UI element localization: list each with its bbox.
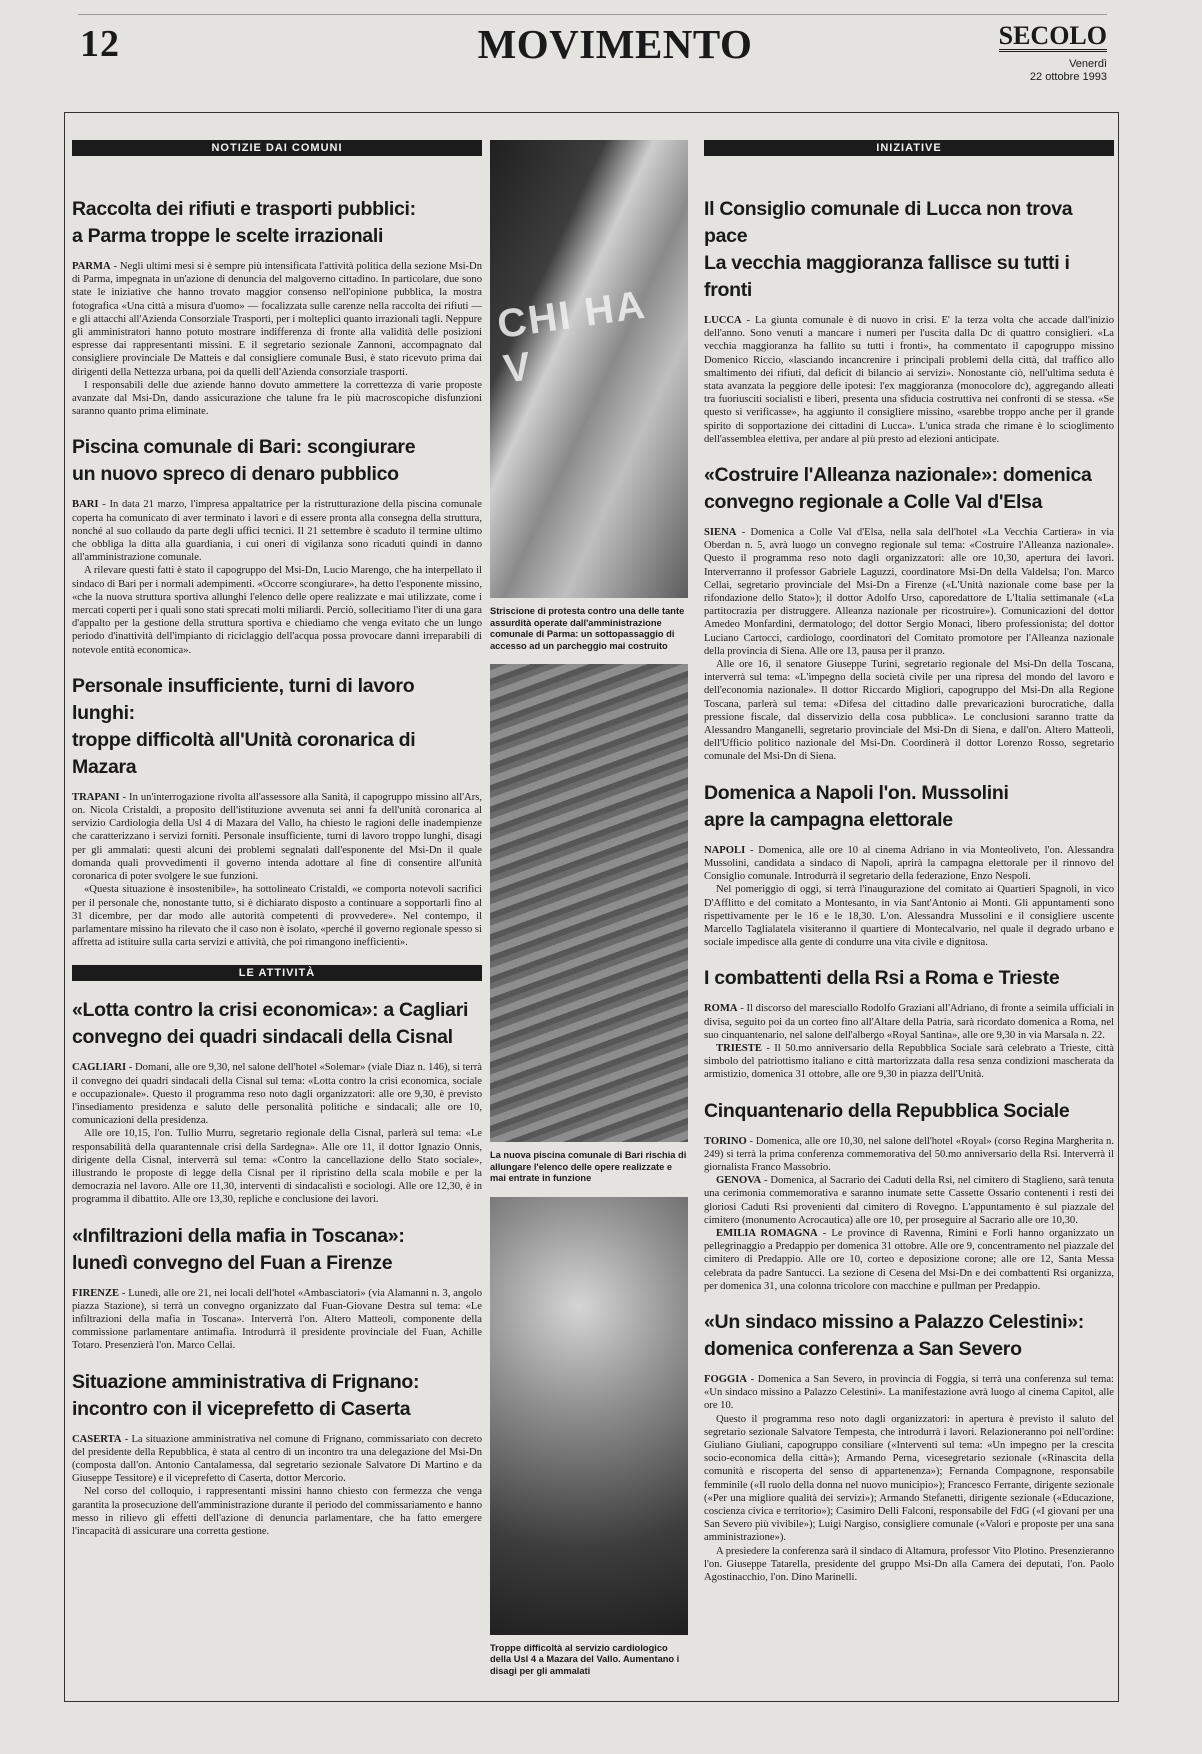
article-headline: Domenica a Napoli l'on. Mussolini apre la campagna elettorale xyxy=(704,781,1009,831)
article-trapani xyxy=(72,673,482,949)
article-body: Questo il programma reso noto dagli organizzatori: in apertura è previsto il saluto del segretario sezionale Salvatore Tempesta, che introdurrà i lavori. Relazioneranno poi nell'ordine: Giuliano Giuliani, capogruppo consiliare («Interventi sul tema: «Un impegno per la crescita socio-economica della città»); Armando Perna, vicesegretario sezionale («Rinascita della comunità e riscoperta del senso di appartenenza»); Fernanda Compagnone, responsabile femminile («Il ruolo della donna nel nuovo municipio»); Francesco Ferrante, dirigente sezionale («Per una migliore qualità dei servizi»); Armando Stefanetti, dirigente sezionale («Educazione, coscienza civica e territorio»); Casimiro Delli Falconi, responsabile del FdG («I giovani per una San Severo più vivibile»); Luigi Nargiso, consigliere comunale («Valori e proposte per una sana amministrazione»). xyxy=(704,1413,1114,1544)
article-body: ROMA - Il discorso del maresciallo Rodolfo Graziani all'Adriano, di fronte a seimila ufficiali in divisa, seguito poi da un corteo fino all'Altare della Patria, sarà ricordato domenica a Roma, nel suo cinquantenario, nel salone dell'albergo «Royal Santina», alle ore 9,30 in via Marsala n. 22. xyxy=(704,1003,1114,1041)
article-cagliari xyxy=(72,997,482,1206)
article-body: TORINO - Domenica, alle ore 10,30, nel salone dell'hotel «Royal» (corso Regina Margherita n. 249) si terrà la prima conferenza commemorativa del 50.mo anniversario della Rsi. Interverrà il giornalista Franco Massobrio. xyxy=(704,1135,1114,1173)
article-headline: Piscina comunale di Bari: scongiurare un nuovo spreco di denaro pubblico xyxy=(72,436,416,486)
article-siena xyxy=(704,462,1114,764)
banner-lettering: CHI HA V xyxy=(494,282,648,392)
article-headline: Raccolta dei rifiuti e trasporti pubblici: a Parma troppe le scelte irrazionali xyxy=(72,198,416,247)
photo-protest-banner xyxy=(490,140,688,598)
article-body: FIRENZE - Lunedì, alle ore 21, nei locali dell'hotel «Ambasciatori» (via Alamanni n. 3, angolo piazza Stazione), si terrà un convegno organizzato dal Fuan-Giovane Destra sul tema: «Le infiltrazioni della mafia in Toscana». Interverrà l'on. Altero Matteoli, componente della commissione parlamentare antimafia. Introdurrà il presidente provinciale del Fuan, Achille Totaro. Presenzierà l'on. Marco Cellai. xyxy=(72,1287,482,1352)
right-column xyxy=(704,140,1114,1600)
article-body: LUCCA - La giunta comunale è di nuovo in crisi. E' la terza volta che accade dall'inizio dell'anno. Sono venuti a mancare i numeri per l'uscita dalla Dc di quattro consiglieri. «La vecchia maggioranza ha fallito su tutti i fronti», ha commentato il capogruppo missino Domenico Riccio, «lasciando incancrenire i principali problemi della città, dal traffico allo smaltimento dei rifiuti, dal deficit di bilancio ai servizi». Nonostante ciò, nell'ultima seduta è stata avanzata la peggiore delle ipotesi: l'ex maggioranza (monocolore dc), aggregando alleati tra fuoriusciti socialisti e liberi, presenta una sfiducia costruttiva nei confronti di se stessa. «Se questo si verificasse», ha aggiunto il consigliere missino, «sarebbe troppo anche per il grande spirito di sopportazione dei cittadini di Lucca». L'unica strada che rimane è lo scioglimento dell'assemblea elettiva, per andare al più presto ad elezioni anticipate. xyxy=(704,315,1114,445)
page-number: 12 xyxy=(80,23,120,65)
photo-cardiology-ward xyxy=(490,1197,688,1635)
article-body: Nel corso del colloquio, i rappresentanti missini hanno chiesto con fermezza che venga garantita la prosecuzione dell'amministrazione durante il periodo del commissariamento e hanno messo in rilievo gli effetti dell'azione di denuncia parlamentare, che ha fatto emergere l'incapacità di assicurare una corretta gestione. xyxy=(72,1486,482,1537)
article-body: CASERTA - La situazione amministrativa nel comune di Frignano, commissariato con decreto del presidente della Repubblica, è stata al centro di un incontro tra una delegazione del Msi-Dn (composta dall'on. Antonio Cantalamessa, dal segretario sezionale Salvatore Di Martino e da Giuseppe Tessitore) e il viceprefetto di Caserta, dottor Mercorio. xyxy=(72,1433,482,1485)
section-bar-attivita: LE ATTIVITÀ xyxy=(72,965,482,981)
header-rule xyxy=(78,14,1107,15)
issue-weekday: Venerdì xyxy=(1069,58,1107,71)
photo-swimming-pool xyxy=(490,664,688,1142)
article-lucca xyxy=(704,196,1114,446)
article-headline: «Costruire l'Alleanza nazionale»: domenica convegno regionale a Colle Val d'Elsa xyxy=(704,464,1092,514)
article-headline: Personale insufficiente, turni di lavoro lunghi: troppe difficoltà all'Unità coronarica di Mazara xyxy=(72,674,416,778)
article-cinquantenario xyxy=(704,1098,1114,1293)
section-bar-notizie: NOTIZIE DAI COMUNI xyxy=(72,140,482,156)
article-napoli xyxy=(704,780,1114,950)
article-body: TRIESTE - Il 50.mo anniversario della Repubblica Sociale sarà celebrato a Trieste, città simbolo del patriottismo italiano e città martorizzata dalla resa senza condizioni mascherata da armistizio, domenica 31 ottobre, alle ore 9,30 in piazza dell'Unità. xyxy=(704,1042,1114,1081)
article-headline: Cinquantenario della Repubblica Sociale xyxy=(704,1099,1070,1122)
article-headline: «Infiltrazioni della mafia in Toscana»: lunedì convegno del Fuan a Firenze xyxy=(72,1224,405,1274)
article-foggia xyxy=(704,1309,1114,1584)
article-headline: I combattenti della Rsi a Roma e Trieste xyxy=(704,967,1060,990)
article-body: EMILIA ROMAGNA - Le province di Ravenna, Rimini e Forlì hanno organizzato un pellegrinaggio a Predappio per domenica 31 ottobre. Alle ore 9, concentramento nel piazzale del cimitero di Predappio. Alle ore 10, corteo e deposizione corone; alle ore 12, Santa Messa celebrata da padre Santucci. La sezione di Cesena del Msi-Dn e dei combattenti Rsi organizza, per domenica 31, una colonna tricolore con macchine e pullman per Predappio. xyxy=(704,1227,1114,1292)
photo-caption: La nuova piscina comunale di Bari rischia di allungare l'elenco delle opere realizzate e mai entrate in funzione xyxy=(490,1150,687,1183)
article-body: A presiedere la conferenza sarà il sindaco di Altamura, professor Vito Plotino. Presenzieranno l'on. Giuseppe Tatarella, presidente del gruppo Msi-Dn alla Camera dei deputati, l'on. Paolo Agostinacchio, l'on. Dino Marinelli. xyxy=(704,1545,1114,1584)
left-column xyxy=(72,140,482,1554)
article-body: A rilevare questi fatti è stato il capogruppo del Msi-Dn, Lucio Marengo, che ha interpellato il sindaco di Bari per i normali adempimenti. «Occorre scongiurare», ha detto l'esponente missino, «che la nuova struttura sportiva allunghi l'elenco delle opere realizzate e mai utilizzate, come i mercati coperti per i quali sono stati sprecati molti miliardi. Perciò, sollecitiamo l'iter di una gara d'appalto per la gestione della struttura sportiva e chiediamo che venga evitato che un lungo periodo d'inattività dell'impianto di riciclaggio dell'acqua possa provocare danni irreparabili di notevole entità economica». xyxy=(72,565,482,656)
masthead xyxy=(987,22,1107,85)
article-headline: «Lotta contro la crisi economica»: a Cagliari convegno dei quadri sindacali della Cisnal xyxy=(72,999,469,1049)
article-headline: «Un sindaco missino a Palazzo Celestini»: domenica conferenza a San Severo xyxy=(704,1310,1084,1360)
article-rsi-roma-trieste xyxy=(704,965,1114,1081)
article-body: PARMA - Negli ultimi mesi si è sempre più intensificata l'attività politica della sezione Msi-Dn di Parma, impegnata in un'azione di denuncia del malgoverno cittadino. In particolare, due sono state le iniziative che hanno trovato maggior consenso nell'opinione pubblica, la mostra fotografica «Una città a misura d'uomo» — focalizzata sulle carenze nella raccolta dei rifiuti — e gli attacchi all'Azienda Consorziale Trasporti, per i molteplici quanto irrazionali tagli. Neppure gli amministratori hanno potuto mostrare indifferenza di fronte alla validità delle posizioni espresse dai rappresentanti missini. E il segretario sezionale Zannoni, accompagnato dal consigliere provinciale De Matteis e dal consigliere comunale Busi, è stato ricevuto prima dai dirigenti della Nettezza urbana, poi da quelli dell'Azienda consorziale trasporti. xyxy=(72,261,482,378)
section-title: MOVIMENTO xyxy=(477,21,753,67)
article-body: TRAPANI - In un'interrogazione rivolta all'assessore alla Sanità, il capogruppo missino all'Ars, on. Nicola Cristaldi, a proposito dell'istituzione avvenuta sei anni fa dell'unità coronarica al servizio Cardiologia della Usl 4 di Mazara del Vallo, ha chiesto le ragioni delle inadempienze che caratterizzano i servizi forniti. Personale insufficiente, turni di lavoro troppo lunghi, disagi per gli ammalati: questi alcuni dei problemi segnalati dall'esponente del Msi-Dn il quale domanda quali provvedimenti il governo intenda adottare al fine di consentire all'unità coronarica di poter svolgere le sue funzioni. xyxy=(72,791,482,883)
article-body: Nel pomeriggio di oggi, si terrà l'inaugurazione del comitato ai Quartieri Spagnoli, in vico D'Afflitto e del comitato a Montesanto, in via Sant'Antonio ai Monti. Gli appuntamenti sono rispettivamente per le 16 e le 18,30. L'on. Alessandra Mussolini e il consigliere uscente Marcello Taglialatela visiteranno il quartiere di Montecalvario, nel quale il degrado urbano e sociale impedisce alla gente di condurre una vita civile e dignitosa. xyxy=(704,884,1114,949)
article-parma xyxy=(72,196,482,418)
article-body: GENOVA - Domenica, al Sacrario dei Caduti della Rsi, nel cimitero di Staglieno, sarà tenuta una cerimonia commemorativa e saranno inumate sette Cassette Ossario contenenti i resti dei gloriosi Caduti Rsi provenienti dal cimitero di Rovegno. L'appuntamento è sul piazzale del cimitero (monumento Acrocautica) alle ore 10, per proseguire al Sacrario alle ore 10,30. xyxy=(704,1175,1114,1226)
article-headline: Situazione amministrativa di Frignano: incontro con il viceprefetto di Caserta xyxy=(72,1370,420,1420)
article-bari xyxy=(72,434,482,656)
section-bar-iniziative: INIZIATIVE xyxy=(704,140,1114,156)
photo-column xyxy=(490,140,688,1689)
article-body: I responsabili delle due aziende hanno dovuto ammettere la correttezza di varie proposte avanzate dal Msi-Dn, dando assicurazione che talune fra le più macroscopiche disfunzioni saranno quanto prima eliminate. xyxy=(72,379,482,418)
brand-logo: SECOLO xyxy=(999,22,1107,52)
article-body: SIENA - Domenica a Colle Val d'Elsa, nella sala dell'hotel «La Vecchia Cartiera» in via Oberdan n. 5, avrà luogo un convegno regionale sul tema: «Costruire l'Alleanza nazionale». Questo il programma reso noto dagli organizzatori: alle ore 10,30, apertura dei lavori. Interverranno il professor Gabriele Laguzzi, coordinatore Msi-Dn della Valdelsa; l'on. Marco Cellai, segretario provinciale del Msi-Dn a Firenze («L'Unità nazionale come base per la rifondazione dello Stato»); il dottor Adolfo Urso, caporedattore de L'Italia settimanale («La partitocrazia per distruggere. Alleanza nazionale per ricostruire»). Comunicazioni del dottor Amedeo Monfardini, dermatologo; del dottor Sergio Monaci, libero professionista; del dottor Luciano Cartocci, cardiologo, coordinatori del Comitato promotore per l'Alleanza nazionale della provincia di Siena. Alle ore 13, pausa per il pranzo. xyxy=(704,527,1114,657)
article-body: Alle ore 16, il senatore Giuseppe Turini, segretario regionale del Msi-Dn della Toscana, interverrà sul tema: «L'impegno della società civile per una ripresa del mondo del lavoro e dell'economia nazionale». Il dottor Riccardo Migliori, capogruppo del Msi-Dn alla Regione Toscana, parlerà sul tema: «Difesa del cittadino dalle prevaricazioni burocratiche, dalla pressione fiscale, dal disservizio della cosa pubblica». Le conclusioni saranno tratte da Alessandro Manganelli, segretario provinciale del Msi-Dn di Siena, e dall'on. Altero Matteoli, dell'Ufficio politico nazionale del Msi-Dn. Coordinerà il dottor Lorenzo Rosso, segretario comunale del Msi-Dn di Siena. xyxy=(704,659,1114,763)
issue-date: 22 ottobre 1993 xyxy=(1029,71,1107,84)
article-body: FOGGIA - Domenica a San Severo, in provincia di Foggia, si terrà una conferenza sul tema: «Un sindaco missino a Palazzo Celestini». La manifestazione avrà luogo al cinema Capitol, alle ore 10. xyxy=(704,1373,1114,1412)
article-body: «Questa situazione è insostenibile», ha sottolineato Cristaldi, «e comporta notevoli sacrifici per il personale che, nonostante tutto, si è dichiarato disposto a continuare a sopportarli fino al 31 dicembre, per dar modo alle autorità competenti di provvedere». Nel contempo, il parlamentare missino ha rilevato che il caso non è isolato, «perché il governo regionale spesso si affretta ad istituire sulla carta servizi e attività, che poi rimangono inefficienti». xyxy=(72,884,482,949)
article-firenze xyxy=(72,1223,482,1353)
article-body: CAGLIARI - Domani, alle ore 9,30, nel salone dell'hotel «Solemar» (viale Diaz n. 146), si terrà il convegno dei quadri sindacali della Cisnal sul tema: «Lotta contro la crisi economica, sociale e occupazionale». Questo il programma reso noto dagli organizzatori: alle ore 9,30, è previsto l'insediamento presidenza e saluto delle personalità politiche e sindacali; alle ore 10, comunicazioni della presidenza. xyxy=(72,1062,482,1127)
article-body: NAPOLI - Domenica, alle ore 10 al cinema Adriano in via Monteoliveto, l'on. Alessandra Mussolini, candidata a sindaco di Napoli, aprirà la campagna elettorale per il rinnovo del Consiglio comunale. Introdurrà il segretario della federazione, Enzo Nespoli. xyxy=(704,844,1114,883)
article-body: BARI - In data 21 marzo, l'impresa appaltatrice per la ristrutturazione della piscina comunale coperta ha comunicato di aver terminato i lavori e di essere pronta alla consegna della struttura, nonché al suo collaudo da parte degli uffici tecnici. Il 21 settembre è scaduto il termine ultimo che obbliga la ditta alla guardiania, i cui oneri di vigilanza sono ricaduti quindi in danno all'amministrazione comunale. xyxy=(72,499,482,564)
article-body: Alle ore 10,15, l'on. Tullio Murru, segretario regionale della Cisnal, parlerà sul tema: «Le responsabilità della quarantennale crisi della Sardegna». Alle ore 11, il dottor Ignazio Onnis, dirigente della Cisnal, interverrà sul tema: «Contro la cancellazione dello Stato sociale», illustrando le proposte di legge della Cisnal per il ripristino della scala mobile e per la democrazia nel lavoro. Alle ore 11,30, interventi di sindacalisti e sociologi. Alle ore 12,30, è in programma il dibattito. Alle ore 13,30, repliche e conclusione dei lavori. xyxy=(72,1128,482,1206)
photo-caption: Troppe difficoltà al servizio cardiologico della Usl 4 a Mazara del Vallo. Aumentano i disagi per gli ammalati xyxy=(490,1642,680,1676)
article-caserta xyxy=(72,1369,482,1539)
article-headline: Il Consiglio comunale di Lucca non trova pace La vecchia maggioranza fallisce su tutti i fronti xyxy=(704,198,1073,301)
photo-caption: Striscione di protesta contro una delle tante assurdità operate dall'amministrazione comunale di Parma: un sottopassaggio di accesso ad un parcheggio mai costruito xyxy=(490,606,685,651)
